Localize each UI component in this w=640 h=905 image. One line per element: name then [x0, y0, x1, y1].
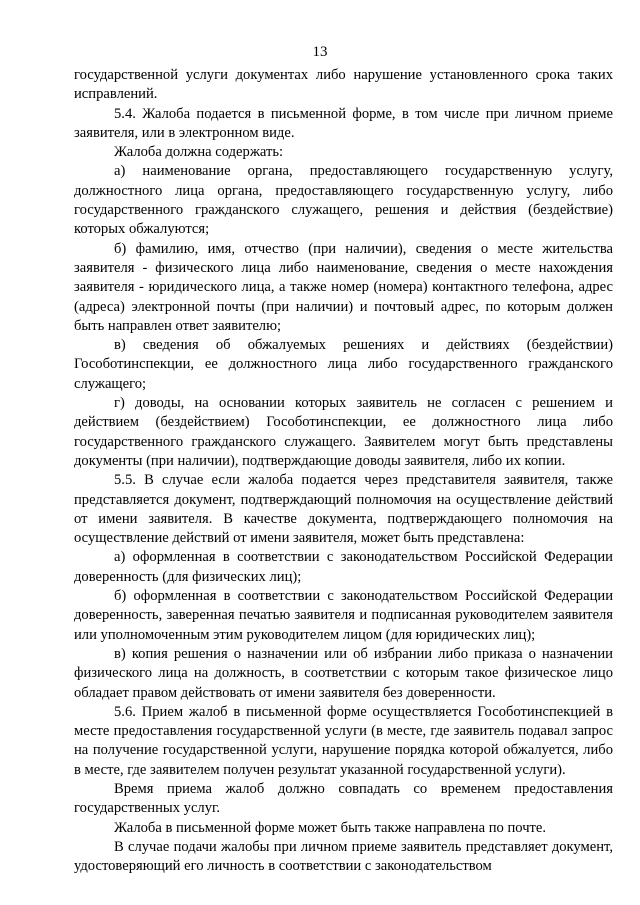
list-item-b-power-of-attorney: б) оформленная в соответствии с законодательством Российской Федерации доверенность, заверенная печатью заявителя и подписанная руководителем заявителя или уполномоченным этим руководителем лицом (для юридических лиц); — [74, 588, 613, 643]
list-item-b: б) фамилию, имя, отчество (при наличии), сведения о месте жительства заявителя - физического лица либо наименование, сведения о месте нахождения заявителя - юридического лица, а также номер (номера) контактного телефона, адрес (адреса) электронной почты (при наличии) и почтовый адрес, по которым должен быть направлен ответ заявителю; — [74, 240, 613, 334]
list-item-g: г) доводы, на основании которых заявитель не согласен с решением и действием (бездействием) Гособотинспекции, ее должностного лица либо государственного гражданского служащего. Заявителем могут быть представлены документы (при наличии), подтверждающие доводы заявителя, либо их копии. — [74, 395, 613, 469]
paragraph-5-4: 5.4. Жалоба подается в письменной форме, в том числе при личном приеме заявителя, или в электронном виде. — [74, 105, 613, 141]
paragraph-continuation: государственной услуги документах либо нарушение установленного срока таких исправлений. — [74, 67, 613, 103]
list-item-a-power-of-attorney: а) оформленная в соответствии с законодательством Российской Федерации доверенность (для физических лиц); — [74, 549, 613, 585]
paragraph-personal-reception: В случае подачи жалобы при личном приеме заявитель представляет документ, удостоверяющий его личность в соответствии с законодательством — [74, 838, 613, 875]
document-body — [74, 66, 613, 876]
paragraph-5-6: 5.6. Прием жалоб в письменной форме осуществляется Гособотинспекцией в месте предоставления государственной услуги (в месте, где заявитель подавал запрос на получение государственной услуги, нарушение порядка которой обжалуется, либо в месте, где заявителем получен результат указанной государственной услуги). — [74, 703, 613, 778]
list-item-a: а) наименование органа, предоставляющего государственную услугу, должностного лица органа, предоставляющего государственную услугу, либо государственного гражданского служащего, решения и действия (бездействие) которых обжалуются; — [74, 163, 613, 238]
paragraph-mail: Жалоба в письменной форме может быть также направлена по почте. — [114, 819, 547, 836]
paragraph-reception-time: Время приема жалоб должно совпадать со временем предоставления государственных услуг. — [74, 780, 613, 817]
paragraph-complaint-contents: Жалоба должна содержать: — [114, 144, 284, 161]
list-item-v-appointment-copy: в) копия решения о назначении или об избрании либо приказа о назначении физического лица на должность, в соответствии с которым такое физическое лицо обладает правом действовать от имени заявителя без доверенности. — [74, 645, 613, 701]
paragraph-5-5: 5.5. В случае если жалоба подается через представителя заявителя, также представляется документ, подтверждающий полномочия на осуществление действий от имени заявителя. В качестве документа, подтверждающего полномочия на осуществление действий от имени заявителя, может быть представлена: — [74, 472, 613, 547]
page-number: 13 — [312, 44, 328, 60]
list-item-v: в) сведения об обжалуемых решениях и действиях (бездействии) Гособотинспекции, ее должностного лица либо государственного гражданского служащего; — [74, 337, 613, 392]
